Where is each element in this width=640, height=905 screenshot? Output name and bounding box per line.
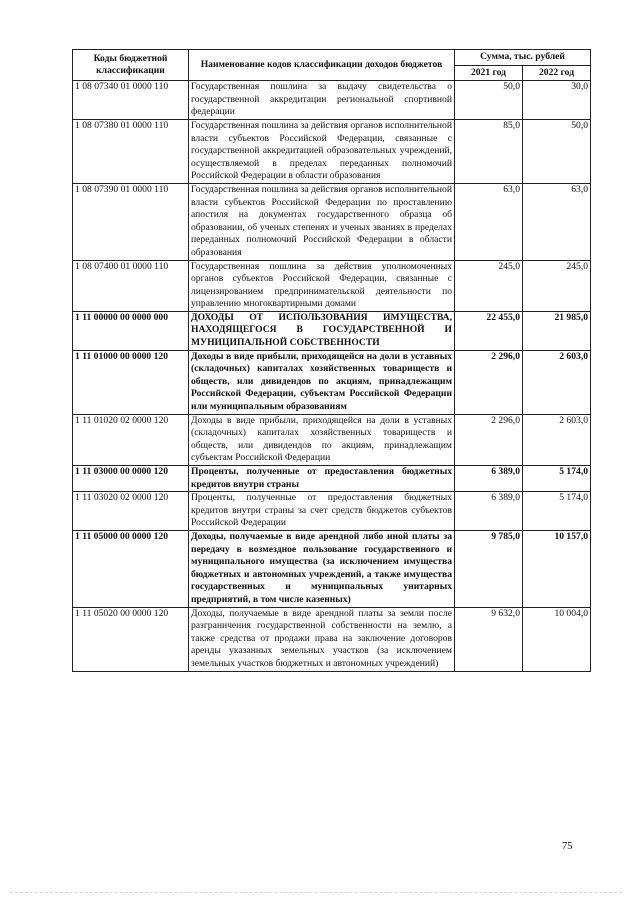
header-sum: Сумма, тыс. рублей [455, 50, 591, 66]
row-code: 1 08 07390 01 0000 110 [73, 183, 189, 260]
row-sum-2021: 9 785,0 [455, 530, 523, 607]
row-name: Доходы, получаемые в виде арендной платы за земли после разграничения государственной собственности на землю, а также средства от продажи права на заключение договоров аренды указанных земельных участков (за исключением земельных участков бюджетных и автономных учреждений) [189, 607, 455, 671]
revenue-table [72, 49, 591, 672]
row-sum-2021: 6 389,0 [455, 466, 523, 492]
table-row [73, 311, 591, 350]
row-sum-2021: 63,0 [455, 183, 523, 260]
table-row [73, 530, 591, 607]
row-sum-2021: 22 455,0 [455, 311, 523, 350]
table-row [73, 492, 591, 531]
row-code: 1 11 05020 00 0000 120 [73, 607, 189, 671]
row-code: 1 11 03020 02 0000 120 [73, 492, 189, 531]
row-sum-2022: 10 157,0 [523, 530, 591, 607]
row-sum-2022: 245,0 [523, 260, 591, 311]
row-sum-2021: 85,0 [455, 119, 523, 183]
row-name: Государственная пошлина за действия органов исполнительной власти субъектов Российской Федерации, связанные с государственной аккредитацией образовательных учреждений, осуществляемой в пределах переданных полномочий Российской Федерации в области образования [189, 119, 455, 183]
header-year-2021: 2021 год [455, 65, 523, 81]
row-sum-2022: 10 004,0 [523, 607, 591, 671]
row-sum-2022: 50,0 [523, 119, 591, 183]
table-row [73, 350, 591, 414]
header-names: Наименование кодов классификации доходов бюджетов [189, 50, 455, 81]
row-sum-2021: 2 296,0 [455, 414, 523, 465]
table-body [73, 81, 591, 671]
row-sum-2022: 5 174,0 [523, 466, 591, 492]
row-sum-2021: 6 389,0 [455, 492, 523, 531]
row-code: 1 11 01020 02 0000 120 [73, 414, 189, 465]
row-name: Проценты, полученные от предоставления бюджетных кредитов внутри страны [189, 466, 455, 492]
row-name: ДОХОДЫ ОТ ИСПОЛЬЗОВАНИЯ ИМУЩЕСТВА, НАХОДЯЩЕГОСЯ В ГОСУДАРСТВЕННОЙ И МУНИЦИПАЛЬНОЙ СОБСТВЕННОСТИ [189, 311, 455, 350]
header-year-2022: 2022 год [523, 65, 591, 81]
row-name: Государственная пошлина за действия органов исполнительной власти субъектов Российской Федерации по проставлению апостиля на документах государственного образца об образовании, об ученых степенях и ученых званиях в пределах переданных полномочий Российской Федерации в области образования [189, 183, 455, 260]
row-name: Проценты, полученные от предоставления бюджетных кредитов внутри страны за счет средств бюджетов субъектов Российской Федерации [189, 492, 455, 531]
row-sum-2022: 30,0 [523, 81, 591, 120]
row-sum-2022: 2 603,0 [523, 414, 591, 465]
row-sum-2022: 21 985,0 [523, 311, 591, 350]
row-code: 1 11 03000 00 0000 120 [73, 466, 189, 492]
table-row [73, 466, 591, 492]
row-sum-2021: 2 296,0 [455, 350, 523, 414]
row-code: 1 08 07340 01 0000 110 [73, 81, 189, 120]
row-sum-2022: 63,0 [523, 183, 591, 260]
row-code: 1 08 07400 01 0000 110 [73, 260, 189, 311]
row-name: Государственная пошлина за действия уполномоченных органов субъектов Российской Федерации, связанные с лицензированием предпринимательской деятельности по управлению многоквартирными домами [189, 260, 455, 311]
row-code: 1 11 01000 00 0000 120 [73, 350, 189, 414]
table-row [73, 607, 591, 671]
row-sum-2021: 50,0 [455, 81, 523, 120]
row-sum-2021: 245,0 [455, 260, 523, 311]
row-code: 1 11 05000 00 0000 120 [73, 530, 189, 607]
row-code: 1 11 00000 00 0000 000 [73, 311, 189, 350]
header-codes: Коды бюджетной классификации [73, 50, 189, 81]
row-sum-2021: 9 632,0 [455, 607, 523, 671]
table-row [73, 183, 591, 260]
table-row [73, 414, 591, 465]
table-header [73, 50, 591, 81]
table-row [73, 119, 591, 183]
row-sum-2022: 2 603,0 [523, 350, 591, 414]
row-name: Доходы в виде прибыли, приходящейся на доли в уставных (складочных) капиталах хозяйственных товариществ и обществ, или дивидендов по акциям, принадлежащим Российской Федерации, субъектам Российской Федерации или муниципальным образованиям [189, 350, 455, 414]
table-row [73, 260, 591, 311]
row-name: Доходы в виде прибыли, приходящейся на доли в уставных (складочных) капиталах хозяйственных товариществ и обществ, или дивидендов по акциям, принадлежащим субъектам Российской Федерации [189, 414, 455, 465]
row-name: Доходы, получаемые в виде арендной либо иной платы за передачу в возмездное пользование государственного и муниципального имущества (за исключением имущества бюджетных и автономных учреждений, а также имущества государственных и муниципальных унитарных предприятий, в том числе казенных) [189, 530, 455, 607]
page-number: 75 [562, 841, 573, 852]
row-sum-2022: 5 174,0 [523, 492, 591, 531]
row-code: 1 08 07380 01 0000 110 [73, 119, 189, 183]
table-row [73, 81, 591, 120]
scan-edge-line [10, 892, 622, 893]
row-name: Государственная пошлина за выдачу свидетельства о государственной аккредитации региональной спортивной федерации [189, 81, 455, 120]
